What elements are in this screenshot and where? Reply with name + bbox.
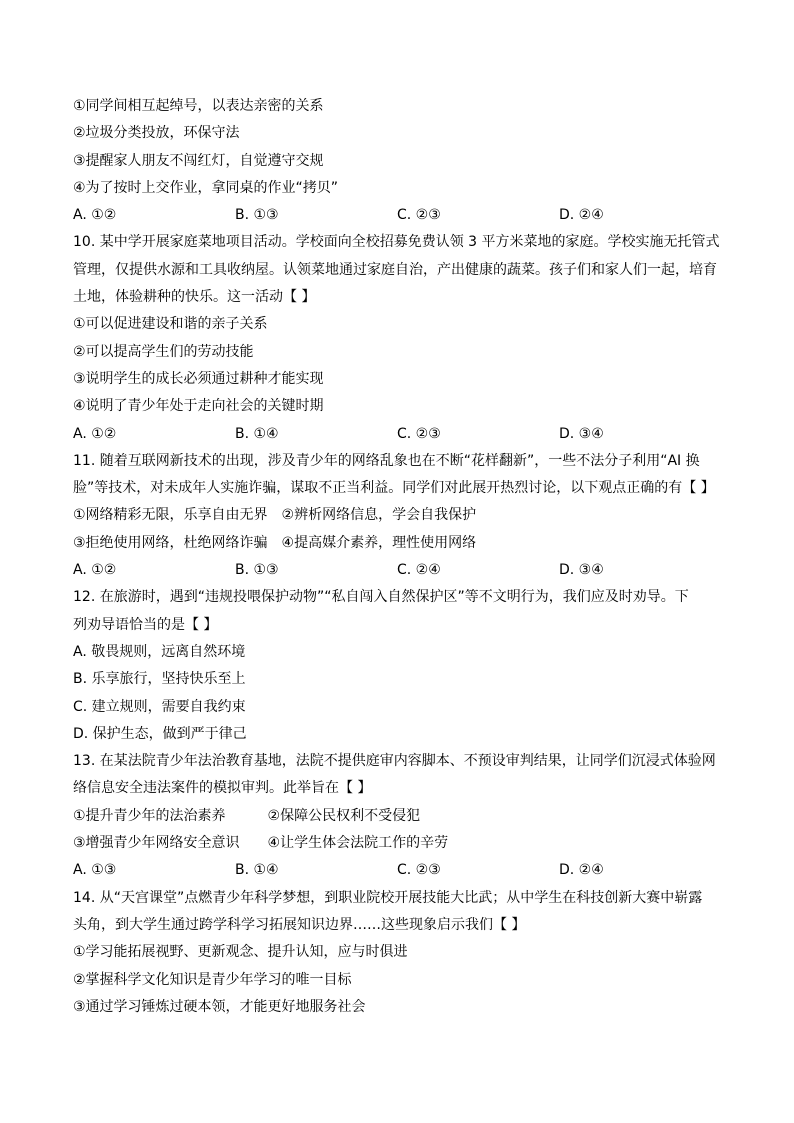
- question-stem: 管理，仅提供水源和工具收纳屋。认领菜地通过家庭自治，产出健康的蔬菜。孩子们和家人们一起，培育: [73, 261, 717, 278]
- option-d[interactable]: D. ③④: [559, 562, 604, 579]
- statement: ①可以促进建设和谐的亲子关系: [73, 316, 268, 333]
- question-stem: 络信息安全违法案件的模拟审判。此举旨在【 】: [73, 780, 372, 797]
- statement: ①提升青少年的法治素养 ②保障公民权利不受侵犯: [73, 807, 421, 824]
- question-stem: 10. 某中学开展家庭菜地项目活动。学校面向全校招募免费认领 3 平方米菜地的家庭。学校实施无托管式: [73, 234, 720, 251]
- answer-options: [73, 421, 723, 448]
- option-c[interactable]: C. ②③: [397, 207, 441, 224]
- question-13: [73, 748, 723, 884]
- option-d[interactable]: D. ③④: [559, 425, 604, 442]
- option-b[interactable]: B. 乐享旅行，坚持快乐至上: [73, 671, 246, 688]
- statement: ③增强青少年网络安全意识 ④让学生体会法院工作的辛劳: [73, 835, 449, 852]
- option-d[interactable]: D. 保护生态，做到严于律己: [73, 725, 247, 742]
- option-c[interactable]: C. 建立规则，需要自我约束: [73, 698, 246, 715]
- answer-options: [73, 857, 723, 884]
- question-11: [73, 448, 723, 584]
- option-b[interactable]: B. ①④: [235, 425, 279, 442]
- answer-options: [73, 202, 723, 229]
- question-9: [73, 93, 723, 229]
- option-b[interactable]: B. ①③: [235, 562, 279, 579]
- question-12: [73, 584, 723, 748]
- question-stem: 13. 在某法院青少年法治教育基地，法院不提供庭审内容脚本、不预设审判结果，让同学们沉浸式体验网: [73, 753, 716, 770]
- option-c[interactable]: C. ②④: [397, 562, 441, 579]
- question-stem: 12. 在旅游时，遇到“违规投喂保护动物”“私自闯入自然保护区”等不文明行为，我们应及时劝导。下: [73, 589, 689, 606]
- statement: ①网络精彩无限，乐享自由无界 ②辨析网络信息，学会自我保护: [73, 507, 477, 524]
- statement: ③提醒家人朋友不闯红灯，自觉遵守交规: [73, 152, 324, 169]
- statement: ④说明了青少年处于走向社会的关键时期: [73, 398, 324, 415]
- exam-page: [73, 93, 723, 1021]
- question-stem: 11. 随着互联网新技术的出现，涉及青少年的网络乱象也在不断“花样翻新”，一些不法分子利用“AI 换: [73, 452, 700, 469]
- statement: ①同学间相互起绰号，以表达亲密的关系: [73, 98, 324, 114]
- option-d[interactable]: D. ②④: [559, 207, 604, 224]
- option-a[interactable]: A. ①②: [73, 425, 117, 442]
- question-stem: 脸”等技术，对未成年人实施诈骗，谋取不正当利益。同学们对此展开热烈讨论，以下观点正确的有【 】: [73, 480, 715, 497]
- question-stem: 头角，到大学生通过跨学科学习拓展知识边界……这些现象启示我们【 】: [73, 916, 526, 933]
- option-b[interactable]: B. ①④: [235, 862, 279, 879]
- option-a[interactable]: A. 敬畏规则，远离自然环境: [73, 643, 246, 660]
- question-14: [73, 885, 723, 1021]
- question-stem: 列劝导语恰当的是【 】: [73, 616, 218, 633]
- option-d[interactable]: D. ②④: [559, 862, 604, 879]
- statement: ④为了按时上交作业，拿同桌的作业“拷贝”: [73, 179, 339, 196]
- option-a[interactable]: A. ①②: [73, 562, 117, 579]
- question-stem: 土地，体验耕种的快乐。这一活动【 】: [73, 289, 316, 306]
- statement: ②垃圾分类投放，环保守法: [73, 125, 240, 142]
- question-10: [73, 229, 723, 447]
- option-b[interactable]: B. ①③: [235, 207, 279, 224]
- statement: ③拒绝使用网络，杜绝网络诈骗 ④提高媒介素养，理性使用网络: [73, 534, 477, 551]
- option-c[interactable]: C. ②③: [397, 862, 441, 879]
- statement: ②可以提高学生们的劳动技能: [73, 343, 254, 360]
- answer-options: [73, 557, 723, 584]
- option-a[interactable]: A. ①③: [73, 862, 117, 879]
- statement: ①学习能拓展视野、更新观念、提升认知，应与时俱进: [73, 944, 408, 961]
- statement: ②掌握科学文化知识是青少年学习的唯一目标: [73, 971, 352, 988]
- option-c[interactable]: C. ②③: [397, 425, 441, 442]
- option-a[interactable]: A. ①②: [73, 207, 117, 224]
- statement: ③说明学生的成长必须通过耕种才能实现: [73, 370, 324, 387]
- statement: ③通过学习锤炼过硬本领，才能更好地服务社会: [73, 998, 366, 1015]
- question-stem: 14. 从“天宫课堂”点燃青少年科学梦想，到职业院校开展技能大比武；从中学生在科技创新大赛中崭露: [73, 889, 703, 906]
